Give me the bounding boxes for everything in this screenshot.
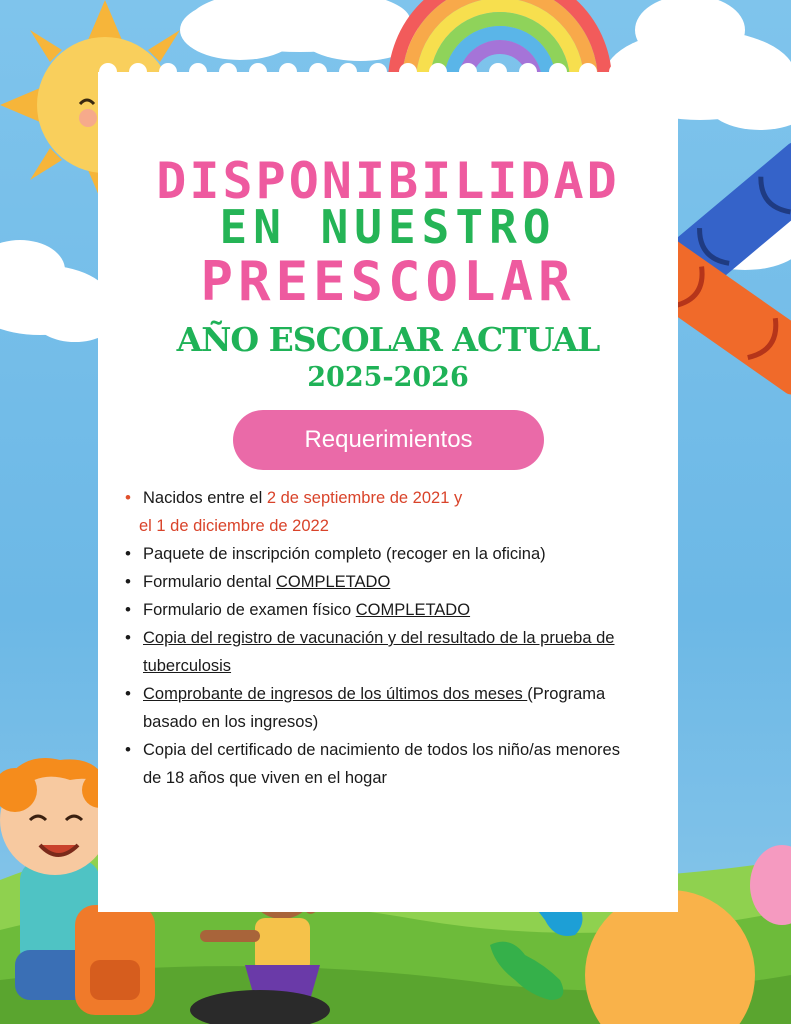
title-line-2: EN NUESTRO: [219, 200, 557, 254]
title-line-1: DISPONIBILIDAD: [156, 152, 620, 210]
requirements-button[interactable]: Requerimientos: [233, 410, 544, 470]
birth-certificate-line2: de 18 años que viven en el hogar: [143, 769, 388, 787]
cloud-top-center: [180, 0, 420, 61]
list-item: [122, 736, 667, 792]
income-proof-rest-line1: (Programa: [527, 685, 606, 703]
birth-range-date-1: 2 de septiembre de 2021 y: [266, 489, 463, 507]
title-line-3: PREESCOLAR: [200, 250, 576, 313]
school-year-range: 2025-2026: [307, 362, 469, 393]
school-year-label: AÑO ESCOLAR ACTUAL: [176, 320, 600, 359]
list-item: [122, 484, 667, 540]
income-proof-rest-line2: basado en los ingresos): [143, 713, 319, 731]
vaccination-text-line2: tuberculosis: [143, 657, 232, 675]
list-item: [122, 596, 667, 624]
physical-form-emphasis: COMPLETADO: [355, 601, 471, 619]
birth-range-prefix: Nacidos entre el: [143, 489, 267, 507]
birth-certificate-line1: Copia del certificado de nacimiento de todos los niño/as menores: [143, 741, 620, 759]
dental-form-text: Formulario dental: [143, 573, 276, 591]
list-item: [122, 568, 667, 596]
requirements-list: [122, 484, 667, 792]
list-item: [122, 680, 667, 736]
dental-form-emphasis: COMPLETADO: [275, 573, 391, 591]
physical-form-text: Formulario de examen físico: [143, 601, 356, 619]
vaccination-text-line1: Copia del registro de vacunación y del resultado de la prueba de: [143, 629, 615, 647]
list-item: [122, 624, 667, 680]
registration-packet-text: Paquete de inscripción completo (recoger en la oficina): [143, 545, 546, 563]
list-item: [122, 540, 667, 568]
income-proof-text: Comprobante de ingresos de los últimos dos meses: [143, 685, 528, 703]
birth-range-date-2: el 1 de diciembre de 2022: [139, 517, 329, 535]
spiral-holes: [98, 62, 678, 82]
